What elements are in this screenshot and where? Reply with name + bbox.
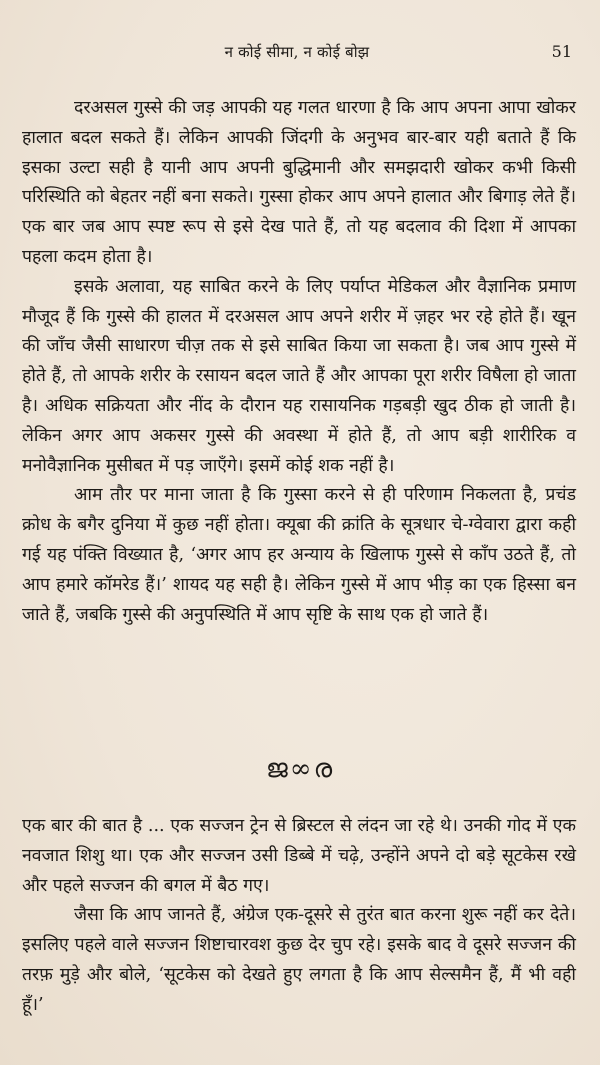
paragraph-3: आम तौर पर माना जाता है कि गुस्सा करने से ही परिणाम निकलता है, प्रचंड क्रोध के बगैर दुनिया में कुछ नहीं होता। क्यूबा की क्रांति के सूत्रधार चे-ग्वेवारा द्वारा कही गई यह पंक्ति विख्यात है, ‘अगर आप हर अन्याय के खिलाफ गुस्से से काँप उठते हैं, तो आप हमारे कॉमरेड हैं।’ शायद यह सही है। लेकिन गुस्से में आप भीड़ का एक हिस्सा बन जाते हैं, जबकि गुस्से की अनुपस्थिति में आप सृष्टि के साथ एक हो जाते हैं। (22, 485, 576, 625)
body-text-section-1 (22, 94, 576, 630)
paragraph-4: एक बार की बात है ... एक सज्जन ट्रेन से ब्रिस्टल से लंदन जा रहे थे। उनकी गोद में एक नवजात शिशु था। एक और सज्जन उसी डिब्बे में चढ़े, उन्होंने अपने दो बड़े सूटकेस रखे और पहले सज्जन की बगल में बैठ गए। (22, 816, 576, 896)
page-number: 51 (551, 42, 572, 61)
running-title: न कोई सीमा, न कोई बोझ (224, 43, 370, 61)
paragraph-5: जैसा कि आप जानते हैं, अंग्रेज एक-दूसरे से तुरंत बात करना शुरू नहीं कर देते। इसलिए पहले वाले सज्जन शिष्टाचारवश कुछ देर चुप रहे। इसके बाद वे दूसरे सज्जन की तरफ़ मुड़े और बोले, ‘सूटकेस को देखते हुए लगता है कि आप सेल्समैन हैं, मैं भी वही हूँ।’ (22, 905, 576, 1015)
paragraph-2: इसके अलावा, यह साबित करने के लिए पर्याप्त मेडिकल और वैज्ञानिक प्रमाण मौजूद हैं कि गुस्से की हालत में दरअसल आप अपने शरीर में ज़हर भर रहे होते हैं। खून की जाँच जैसी साधारण चीज़ तक से इसे साबित किया जा सकता है। जब आप गुस्से में होते हैं, तो आपके शरीर के रसायन बदल जाते हैं और आपका पूरा शरीर विषैला हो जाता है। अधिक सक्रियता और नींद के दौरान यह रासायनिक गड़बड़ी खुद ठीक हो जाती है। लेकिन अगर आप अकसर गुस्से की अवस्था में होते हैं, तो आप बड़ी शारीरिक व मनोवैज्ञानिक मुसीबत में पड़ जाएँगे। इसमें कोई शक नहीं है। (22, 276, 576, 476)
body-text-section-2 (22, 812, 576, 1021)
page-header (22, 42, 572, 66)
paragraph-1: दरअसल गुस्से की जड़ आपकी यह गलत धारणा है कि आप अपना आपा खोकर हालात बदल सकते हैं। लेकिन आपकी जिंदगी के अनुभव बार-बार यही बताते हैं कि इसका उल्टा सही है यानी आप अपनी बुद्धिमानी और समझदारी खोकर कभी किसी परिस्थिति को बेहतर नहीं बना सकते। गुस्सा होकर आप अपने हालात और बिगाड़ लेते हैं। एक बार जब आप स्पष्ट रूप से इसे देख पाते हैं, तो यह बदलाव की दिशा में आपका पहला कदम होता है। (22, 98, 576, 267)
section-break-ornament: ജ∞ര (265, 754, 335, 784)
